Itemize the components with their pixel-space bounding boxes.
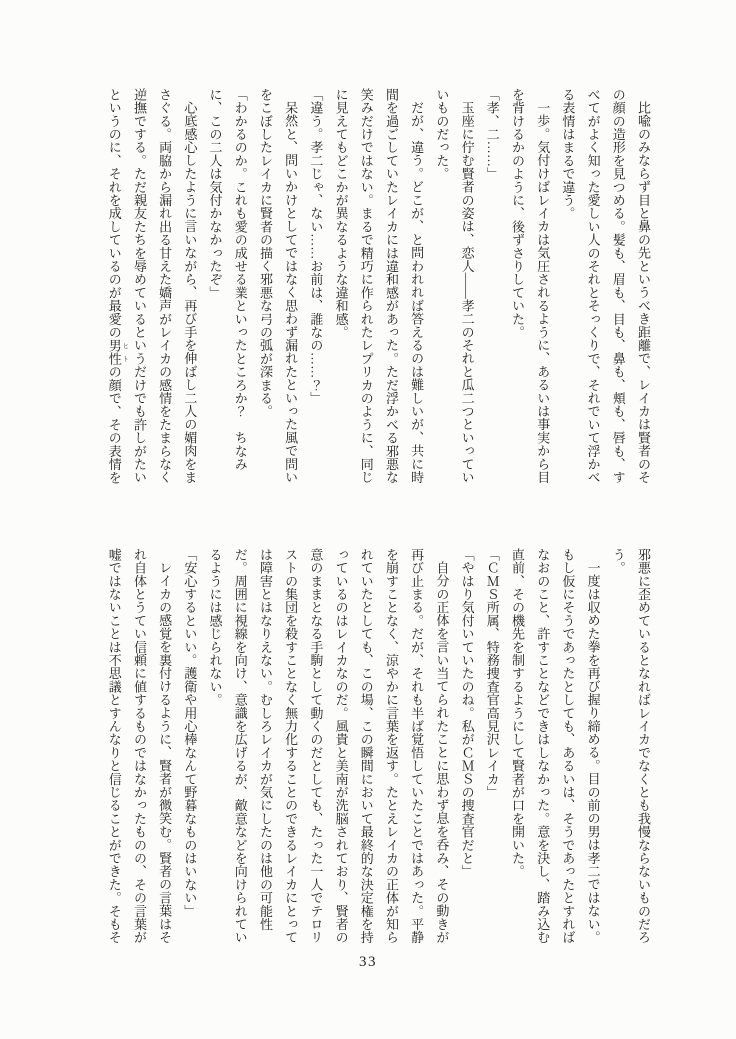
- text-band-upper: [102, 88, 656, 486]
- paragraph: 邪悪に歪めているとなればレイカでなくとも我慢ならないものだろう。: [610, 548, 651, 944]
- paragraph: 「わかるのか。これも愛の成せる業といったところか？ ちなみに、この二人は気付かなかったぞ」: [207, 88, 248, 471]
- paragraph: 「孝、二……」: [484, 88, 500, 181]
- paragraph: 「違う。孝二じゃ、ない……お前は、誰なの……？」: [308, 88, 324, 405]
- paragraph: 一度は収めた拳を再び握り締める。目の前の男は孝二ではない。もし仮にそうであったとしても、あるいは、そうであったとすればなおのこと、許すことなどできはしなかった。意を決し、踏み込む直前、その機先を制するようにして賢者が口を開いた。: [509, 548, 601, 944]
- paragraph: 比喩のみならず目と鼻の先というべき距離で、レイカは賢者のその顔の造形を見つめる。髪も、眉も、目も、鼻も、頬も、唇も、すべてがよく知った愛しい人のそれとそっくりで、それでいて浮かべる表情はまるで違う。: [560, 88, 651, 484]
- paragraph: 呆然と、問いかけとしてではなく思わず漏れたといった風で問いをこぼしたレイカに賢者の描く邪悪な弓の弧が深まる。: [257, 88, 299, 484]
- paragraph: レイカの感覚を裏付けるように、賢者が微笑む。賢者の言葉はそれ自体とうてい信頼に値するものではなかったものの、その言葉が嘘ではないことは不思議とすんなりと信じることができた。そもそ: [106, 548, 173, 944]
- paragraph: だが、違う。どこが、と問われれば答えるのは難しいが、共に時間を過ごしていたレイカには違和感があった。ただ浮かべる邪悪な笑みだけではない。まるで精巧に作られたレプリカのように、同じに見えてもどこかが異なるような違和感。: [333, 88, 425, 484]
- paragraph: 心底感心したように言いながら、再び手を伸ばし二人の媚肉をまさぐる。両脇から漏れ出る甘えた嬌声がレイカの感情をたまらなく逆撫でする。ただ親友たちを辱めているというだけでも許しがたいというのに、それを成しているのが最愛の男性 ヒトの顔で、その表情を: [106, 88, 198, 485]
- paragraph: 自分の正体を言い当てられたことに思わず息を呑み、その動きが再び止まる。だが、それも半ば覚悟していたことではあった。平静を崩すことなく、涼やかに言葉を返す。たとえレイカの正体が知られていたとしても、この場、この瞬間において最終的な決定権を持っているのはレイカなのだ。風貴と美南が洗脳されており、賢者の意のままとなる手駒として動くのだとしても、たった一人でテロリストの集団を殺すことなく無力化することのできるレイカにとっては障害とはなりえない。むしろレイカが気にしたのは他の可能性だ。周囲に視線を向け、意識を広げるが、敵意などを向けられているようには感じられない。: [207, 548, 450, 944]
- paragraph: 「安心するといい。護衛や用心棒なんて野暮なものはいない」: [182, 548, 198, 918]
- ruby-annotation: 男性 ヒト: [106, 338, 129, 366]
- page-number: 33: [359, 954, 377, 970]
- paragraph: 「ＣＭＳ所属、特務捜査官高見沢レイカ」: [484, 548, 500, 799]
- paragraph: 「やはり気付いていたのね。私がＣＭＳの捜査官だと」: [459, 548, 475, 878]
- paragraph: 玉座に佇む賢者の姿は、恋人――孝二のそれと瓜二つといっていいものだった。: [434, 88, 475, 484]
- text-band-lower: [102, 548, 656, 946]
- paragraph: 一歩。気付けばレイカは気圧されるように、あるいは事実から目を背けるかのように、後ずさりしていた。: [509, 88, 551, 484]
